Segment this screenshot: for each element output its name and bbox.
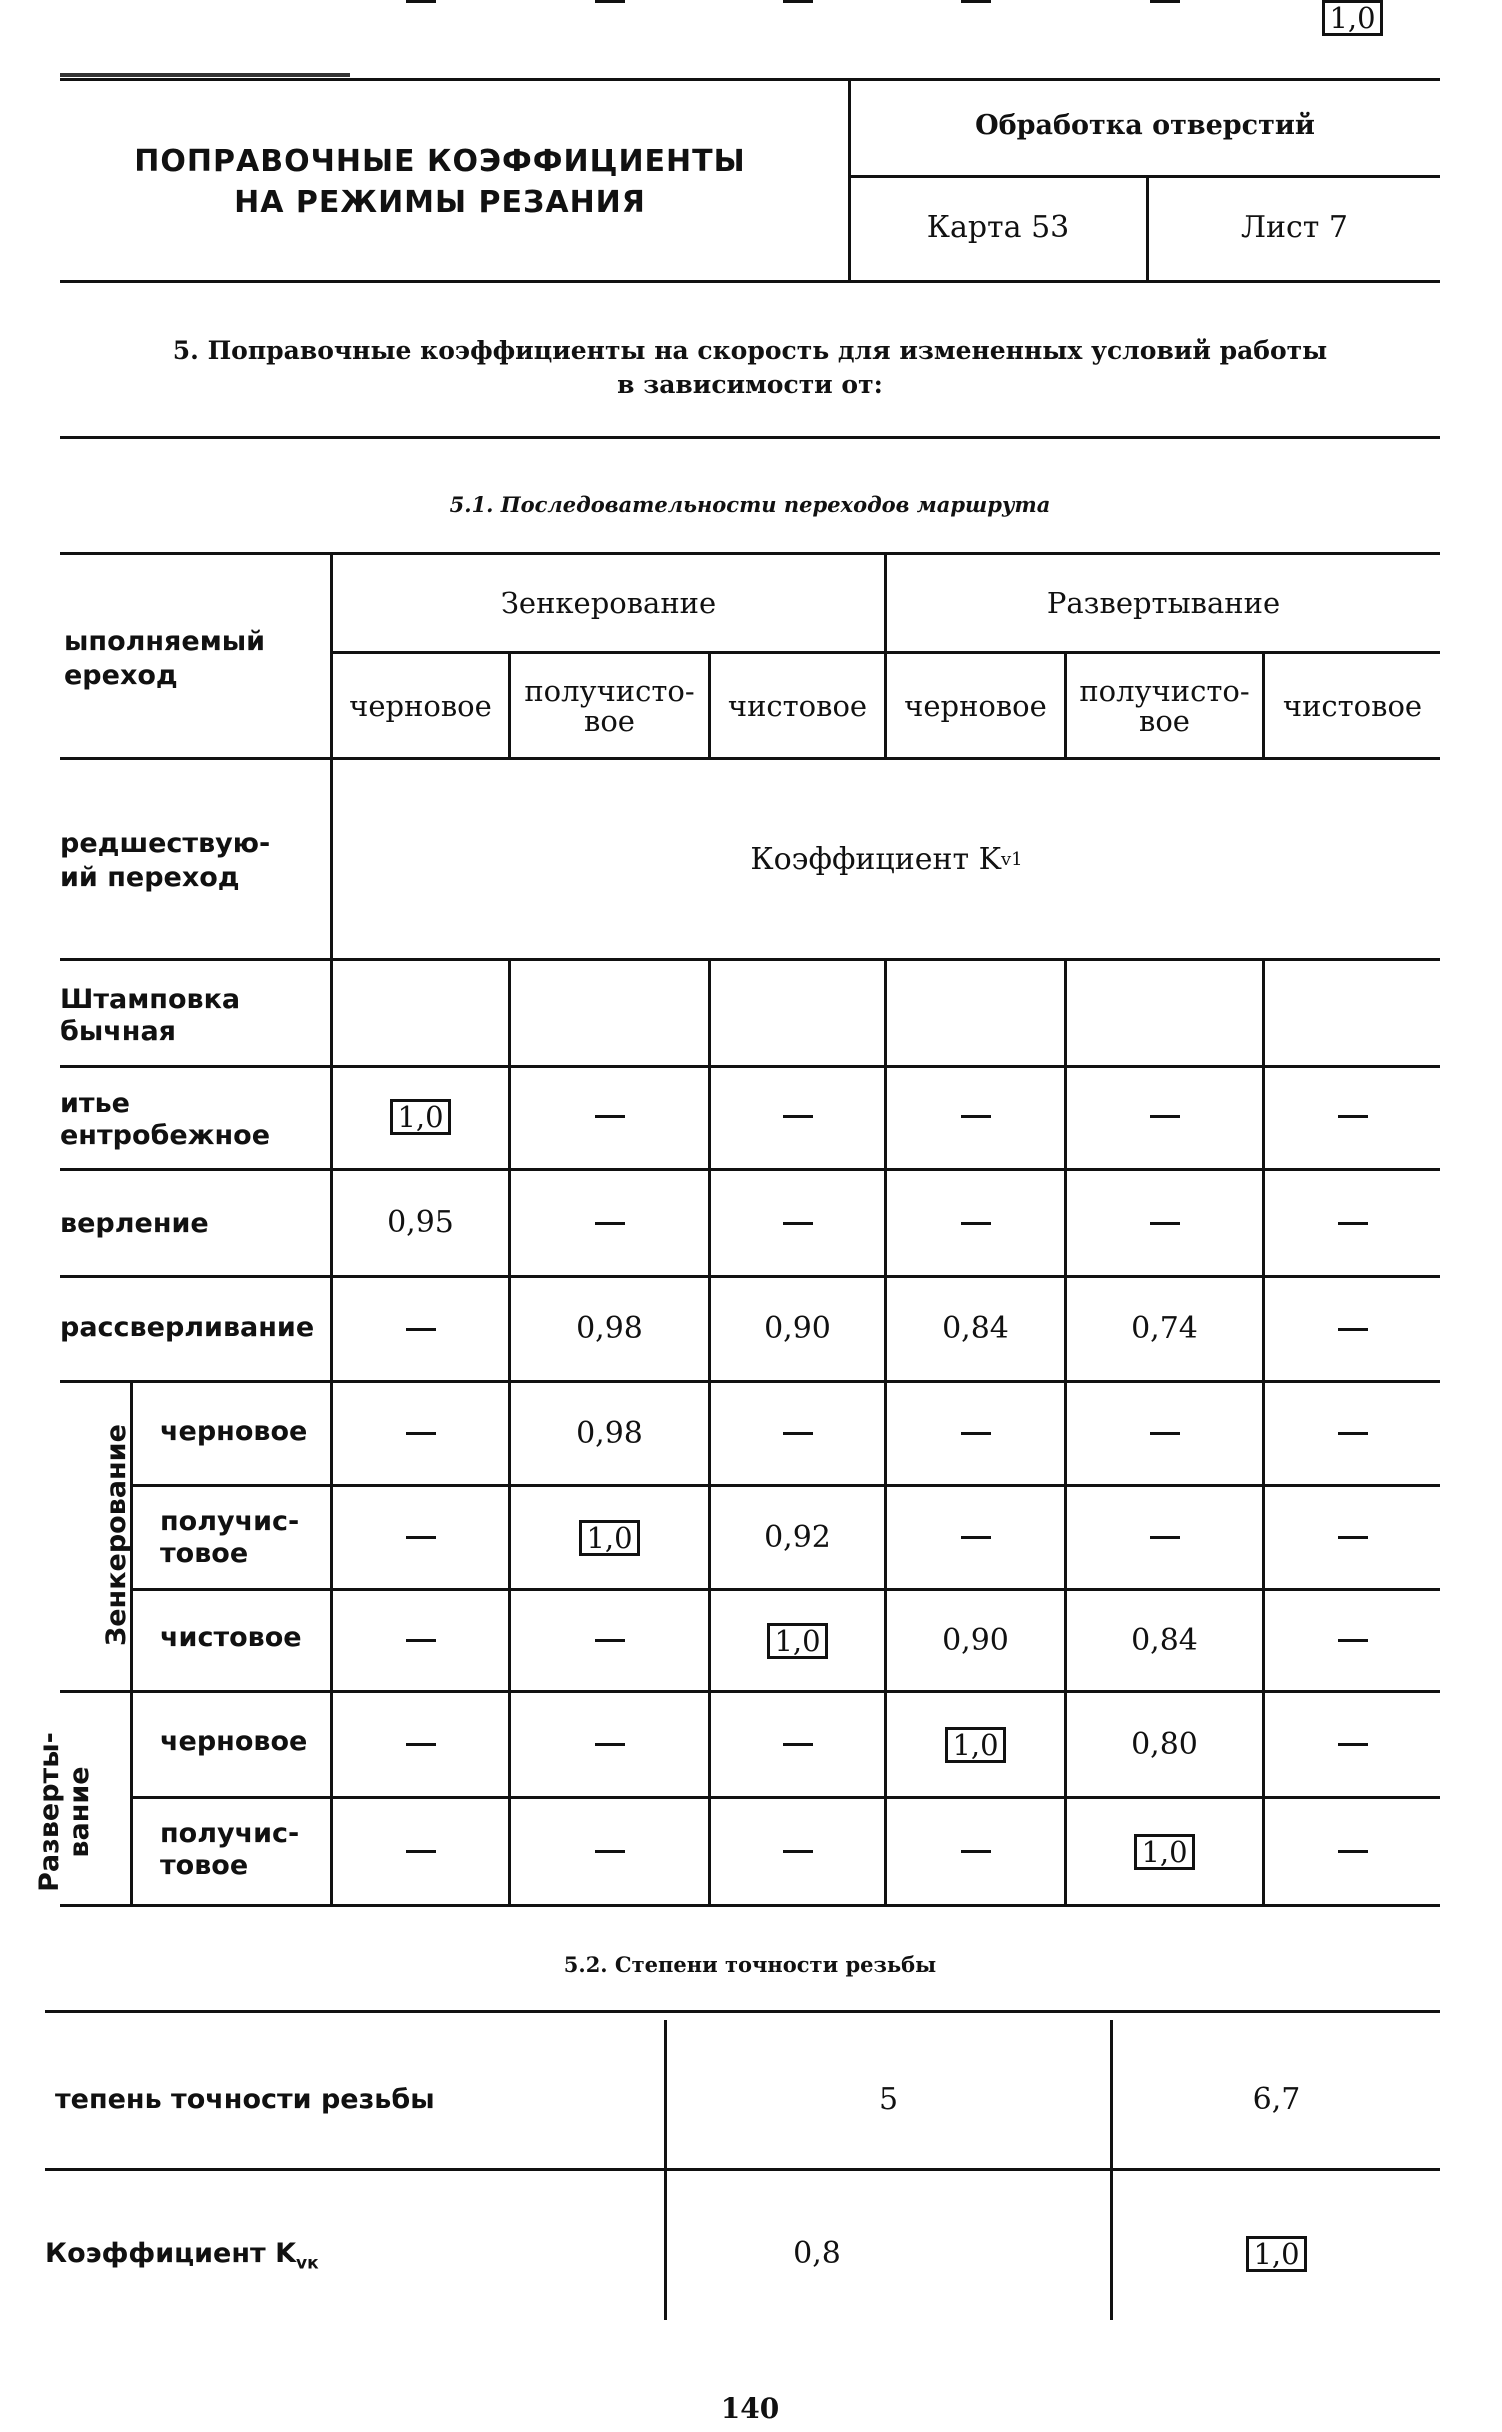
table-cell <box>711 1171 884 1275</box>
intro-line1: 5. Поправочные коэффициенты на скорость для измененных условий работы <box>172 336 1328 365</box>
t1-coef-label: Коэффициент K v1 <box>750 841 1023 877</box>
t1-performed-label-2: ереход <box>64 660 178 691</box>
table-cell <box>887 0 1064 3</box>
t2-rule-top <box>45 2010 1440 2013</box>
table-cell <box>511 1591 708 1690</box>
table-cell <box>1265 1693 1440 1796</box>
table-cell: 0,90 <box>942 1622 1009 1658</box>
dash-mark <box>1150 1222 1180 1225</box>
table-cell <box>1265 0 1440 36</box>
intro-rule <box>60 436 1440 439</box>
table-cell <box>1265 1487 1440 1588</box>
table-cell <box>1067 1799 1262 1904</box>
t1-subhdr-3: чистовое <box>727 688 868 723</box>
t1-row4-label: рассверливание <box>60 1312 315 1343</box>
table-cell <box>511 0 708 3</box>
table-cell <box>1067 1487 1262 1588</box>
table-cell <box>711 0 884 3</box>
table-cell <box>333 1278 508 1380</box>
dash-mark <box>595 0 625 3</box>
t2-rule-mid <box>45 2168 1440 2171</box>
t1-row6-label: получис- товое <box>160 1506 300 1569</box>
boxed-value: 1,0 <box>767 1623 827 1659</box>
table-cell <box>1067 1068 1262 1165</box>
table-cell: 0,98 <box>576 1415 643 1451</box>
table-cell <box>333 1693 508 1796</box>
dash-mark <box>1338 1536 1368 1539</box>
table-cell <box>1265 1171 1440 1275</box>
dash-mark <box>1338 1328 1368 1331</box>
dash-mark <box>783 1743 813 1746</box>
table-cell: 0,74 <box>1131 1311 1198 1346</box>
dash-mark <box>1150 1432 1180 1435</box>
table-cell <box>887 1799 1064 1904</box>
dash-mark <box>1338 1432 1368 1435</box>
intro-line2: в зависимости от: <box>617 370 883 399</box>
dash-mark <box>783 1850 813 1853</box>
dash-mark <box>961 1432 991 1435</box>
table-cell <box>333 1068 508 1165</box>
header-top-rule <box>60 78 1440 81</box>
dash-mark <box>406 1743 436 1746</box>
boxed-value: 1,0 <box>945 1727 1005 1763</box>
t1-row5-label: черновое <box>160 1416 308 1447</box>
dash-mark <box>595 1115 625 1118</box>
table-cell <box>711 1591 884 1690</box>
t2-row1-label: тепень точности резьбы <box>55 2084 435 2115</box>
t1-row8-label: черновое <box>160 1726 308 1757</box>
dash-mark <box>595 1222 625 1225</box>
table1-caption: 5.1. Последовательности переходов маршрута <box>449 492 1051 517</box>
table-cell <box>1265 1068 1440 1165</box>
dash-mark <box>406 1432 436 1435</box>
dash-mark <box>595 1850 625 1853</box>
dash-mark <box>783 1432 813 1435</box>
t1-subhdr-6: чистовое <box>1282 688 1423 723</box>
table-cell <box>511 1171 708 1275</box>
dash-mark <box>783 0 813 3</box>
boxed-value: 1,0 <box>390 1099 450 1135</box>
t1-group-zenkerovanie: Зенкерование <box>500 586 717 620</box>
dash-mark <box>961 1222 991 1225</box>
table-cell: 0,84 <box>942 1311 1009 1346</box>
dash-mark <box>1338 1222 1368 1225</box>
boxed-value: 1,0 <box>1134 1834 1194 1870</box>
t1-group-zenk-label: Зенкерование <box>101 1424 132 1646</box>
table-cell: 0,92 <box>764 1519 831 1555</box>
table-cell: 0,98 <box>576 1311 643 1346</box>
table-cell <box>511 1693 708 1796</box>
table-cell <box>887 1171 1064 1275</box>
table-cell <box>1265 1591 1440 1690</box>
t1-row9-label: получис- товое <box>160 1818 300 1881</box>
table-cell <box>511 1487 708 1588</box>
dash-mark <box>595 1743 625 1746</box>
table-cell <box>511 1068 708 1165</box>
table-cell <box>1067 1383 1262 1484</box>
t1-subhdr-2: получисто- вое <box>524 673 695 738</box>
t1-rule-subhdr <box>60 757 1440 760</box>
header-section: Обработка отверстий <box>975 110 1315 141</box>
dash-mark <box>406 1536 436 1539</box>
t1-group-razvertyvanie: Развертывание <box>1046 586 1281 620</box>
t2-row1-val1: 5 <box>878 2082 899 2117</box>
dash-mark <box>406 0 436 3</box>
boxed-value: 1,0 <box>1246 2236 1306 2272</box>
dash-mark <box>783 1222 813 1225</box>
table-cell <box>333 1383 508 1484</box>
table-cell <box>887 1068 1064 1165</box>
table-cell <box>1067 1171 1262 1275</box>
dash-mark <box>1338 1850 1368 1853</box>
dash-mark <box>1338 1115 1368 1118</box>
header-bottom-rule <box>60 280 1440 283</box>
header-title-line1: ПОПРАВОЧНЫЕ КОЭФФИЦИЕНТЫ <box>134 144 746 179</box>
header-divider <box>848 78 851 280</box>
table-cell <box>1265 1383 1440 1484</box>
t1-group-razv-label: Разверты- вание <box>34 1732 95 1892</box>
table-cell <box>887 1693 1064 1796</box>
t1-row3-label: верление <box>60 1208 209 1239</box>
t1-prev-label-2: ий переход <box>60 862 240 893</box>
boxed-value: 1,0 <box>579 1520 639 1556</box>
t1-subhdr-5: получисто- вое <box>1079 673 1250 738</box>
header-card: Карта 53 <box>926 210 1070 245</box>
t1-performed-label-1: ыполняемый <box>64 626 266 657</box>
header-mid-rule <box>850 175 1440 178</box>
table-cell: 0,95 <box>387 1205 454 1240</box>
dash-mark <box>961 1850 991 1853</box>
dash-mark <box>406 1639 436 1642</box>
table-cell <box>711 1799 884 1904</box>
table-cell <box>1265 1799 1440 1904</box>
table2-caption: 5.2. Степени точности резьбы <box>563 1952 937 1977</box>
table-cell: 0,90 <box>764 1311 831 1346</box>
dash-mark <box>961 0 991 3</box>
dash-mark <box>595 1639 625 1642</box>
table-cell: 0,80 <box>1131 1726 1198 1762</box>
dash-mark <box>1150 0 1180 3</box>
t1-prev-label-1: редшествую- <box>60 828 271 859</box>
dash-mark <box>406 1328 436 1331</box>
table-cell <box>711 1068 884 1165</box>
t1-subhdr-4: черновое <box>904 688 1047 723</box>
table-cell <box>1067 0 1262 3</box>
t2-row2-label: Коэффициент $K_{vк}$ <box>45 2238 319 2274</box>
table-cell <box>511 1799 708 1904</box>
boxed-value: 1,0 <box>1322 0 1382 36</box>
t1-row7-label: чистовое <box>160 1622 302 1653</box>
table-cell <box>887 1383 1064 1484</box>
header-sheet: Лист 7 <box>1240 210 1349 245</box>
t2-row2-val2 <box>1113 2214 1440 2294</box>
dash-mark <box>1338 1639 1368 1642</box>
t2-row1-val2: 6,7 <box>1252 2082 1301 2117</box>
table-cell <box>333 1487 508 1588</box>
table-cell <box>711 1383 884 1484</box>
dash-mark <box>961 1115 991 1118</box>
t1-subhdr-1: черновое <box>349 688 492 723</box>
table-cell: 0,84 <box>1131 1622 1198 1658</box>
dash-mark <box>406 1850 436 1853</box>
dash-mark <box>1150 1536 1180 1539</box>
page-number: 140 <box>720 2392 780 2425</box>
t1-rule-bottom <box>60 1904 1440 1907</box>
table-cell <box>711 1693 884 1796</box>
dash-mark <box>1338 1743 1368 1746</box>
t1-row1-label: Штамповка бычная <box>60 984 241 1047</box>
table-cell <box>333 1591 508 1690</box>
t1-row2-label: итье ентробежное <box>60 1088 271 1151</box>
dash-mark <box>961 1536 991 1539</box>
dash-mark <box>1150 1115 1180 1118</box>
t2-row2-val1: 0,8 <box>793 2236 841 2271</box>
t1-rule-coef <box>60 958 1440 961</box>
dash-mark <box>783 1115 813 1118</box>
header-title-line2: НА РЕЖИМЫ РЕЗАНИЯ <box>234 185 646 220</box>
table-cell <box>333 0 508 3</box>
table-cell <box>1265 1278 1440 1380</box>
table-cell <box>333 1799 508 1904</box>
table-cell <box>887 1487 1064 1588</box>
header-top-mark <box>60 73 350 77</box>
